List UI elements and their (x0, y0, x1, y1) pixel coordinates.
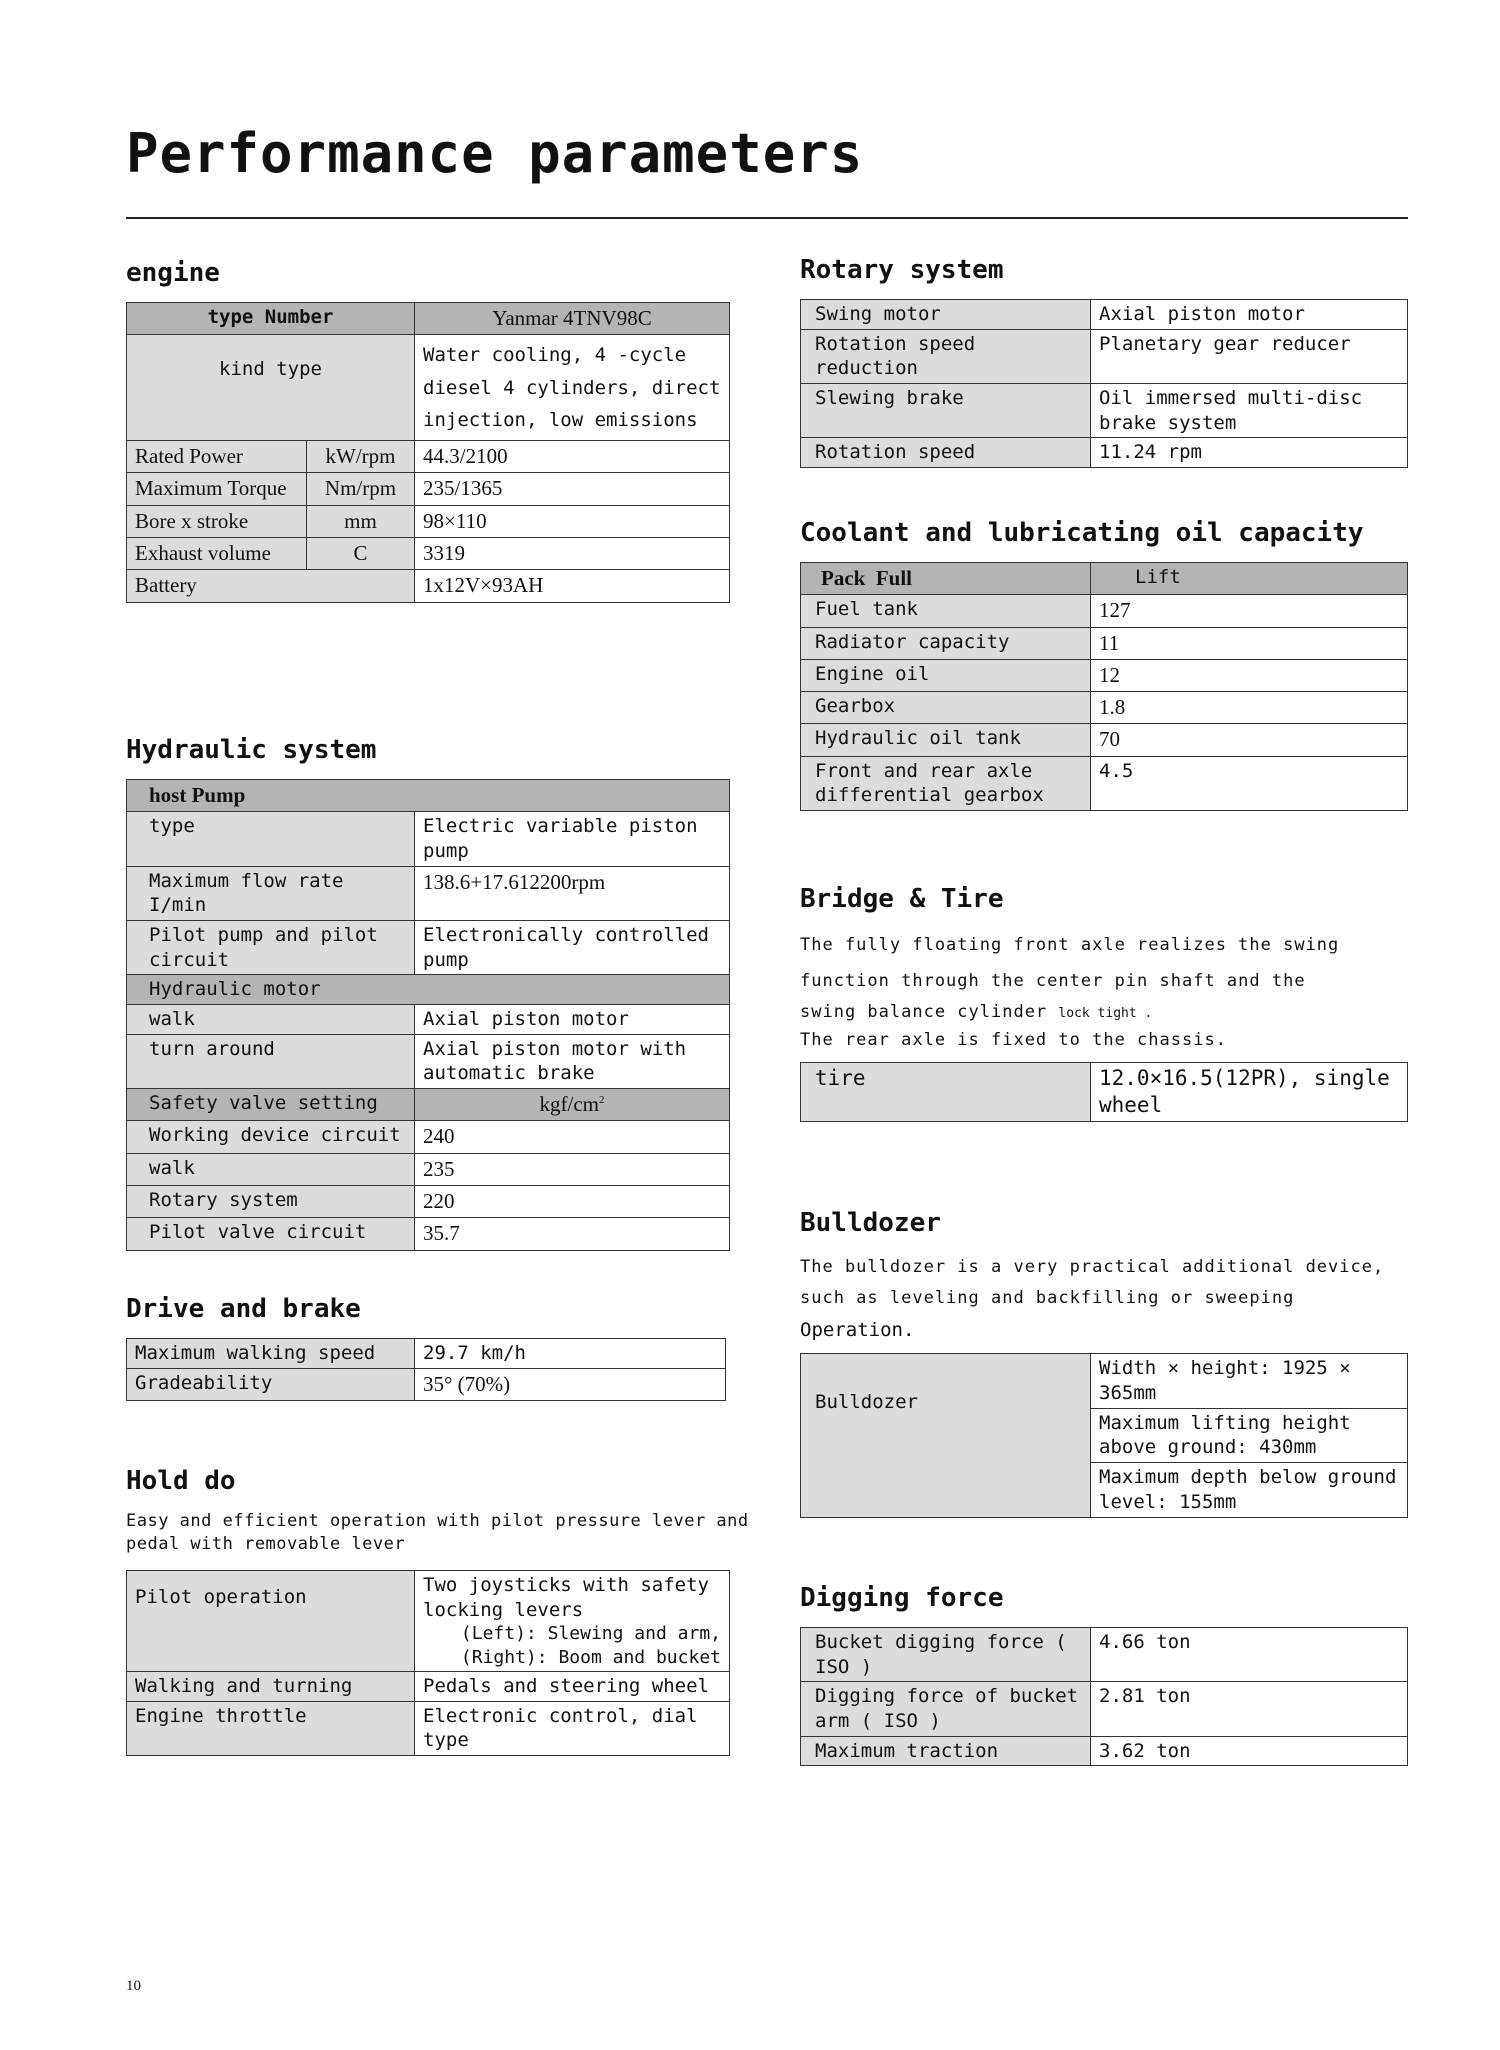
pump-row-value: Electronically controlled pump (415, 921, 730, 975)
digging-section (800, 1583, 1408, 1766)
drive-section (126, 1294, 730, 1401)
hold-section (126, 1466, 749, 1756)
engine-row-value: 98×110 (415, 505, 730, 537)
rotary-row-label: Rotation speed (801, 438, 1091, 468)
table-row (127, 1672, 730, 1702)
table-row (801, 1062, 1408, 1122)
engine-row-label: Maximum Torque (127, 473, 307, 505)
coolant-section (800, 518, 1408, 811)
pilot-note: (Left): Slewing and arm, (Right): Boom and bucket (460, 1623, 721, 1668)
engine-section (126, 258, 730, 603)
engine-row-unit: C (307, 538, 415, 570)
coolant-header-value: Lift (1091, 563, 1408, 595)
bulldozer-section (800, 1208, 1408, 1518)
drive-row-value: 35° (70%) (415, 1368, 726, 1400)
table-row (127, 505, 730, 537)
valve-row-value: 240 (415, 1121, 730, 1153)
engine-battery-label: Battery (127, 570, 415, 602)
hold-table (126, 1570, 730, 1756)
bulldozer-value: Width × height: 1925 × 365mm (1091, 1354, 1408, 1408)
digging-row-label: Bucket digging force ( ISO ) (801, 1628, 1091, 1682)
pilot-cell (415, 1570, 730, 1671)
coolant-row-label: Front and rear axle differential gearbox (801, 756, 1091, 810)
table-row (127, 1701, 730, 1755)
pilot-value: Two joysticks with safety locking levers (423, 1573, 709, 1621)
hold-row-label: Walking and turning (127, 1672, 415, 1702)
bridge-line-3-small: lock tight . (1058, 1006, 1153, 1022)
table-row (127, 975, 730, 1005)
bulldozer-label: Bulldozer (801, 1354, 1091, 1517)
coolant-row-value: 11 (1091, 627, 1408, 659)
coolant-row-label: Hydraulic oil tank (801, 724, 1091, 756)
bridge-title: Bridge & Tire (800, 884, 1004, 914)
table-row (801, 300, 1408, 330)
pilot-label: Pilot operation (127, 1570, 415, 1671)
engine-row-label: Exhaust volume (127, 538, 307, 570)
bulldozer-description (800, 1252, 1408, 1347)
engine-header-value: Yanmar 4TNV98C (415, 303, 730, 335)
valve-unit-text: kgf/cm (539, 1092, 599, 1117)
bulldozer-description-main: The bulldozer is a very practical additional device, such as leveling and backfilling or sweeping (800, 1257, 1385, 1308)
table-row (127, 570, 730, 602)
coolant-row-value: 12 (1091, 659, 1408, 691)
table-row (127, 1339, 726, 1369)
engine-row-label: Bore x stroke (127, 505, 307, 537)
digging-title: Digging force (800, 1583, 1004, 1613)
table-row (801, 756, 1408, 810)
rotary-row-label: Slewing brake (801, 384, 1091, 438)
engine-title: engine (126, 258, 220, 288)
bridge-line: function through the center pin shaft and the (800, 970, 1306, 991)
tire-label: tire (801, 1062, 1091, 1122)
table-row (801, 1682, 1408, 1736)
bridge-section (800, 884, 1408, 1122)
motor-row-label: turn around (127, 1034, 415, 1088)
engine-row-unit: mm (307, 505, 415, 537)
pump-row-value: 138.6+17.612200rpm (415, 866, 730, 920)
table-row (127, 441, 730, 473)
bulldozer-title: Bulldozer (800, 1208, 941, 1238)
pump-row-value: Electric variable piston pump (415, 812, 730, 866)
digging-row-label: Digging force of bucket arm ( ISO ) (801, 1682, 1091, 1736)
table-row (127, 1089, 730, 1121)
engine-battery-value: 1x12V×93AH (415, 570, 730, 602)
table-row (127, 1034, 730, 1088)
table-row (127, 1368, 726, 1400)
table-row (801, 595, 1408, 627)
table-row (127, 303, 730, 335)
coolant-table (800, 562, 1408, 811)
valve-unit-sup: 2 (598, 1094, 605, 1107)
tire-table (800, 1062, 1408, 1123)
bridge-line-3-text: swing balance cylinder (800, 1002, 1048, 1023)
bulldozer-description-tail: Operation. (800, 1319, 915, 1342)
coolant-row-value: 4.5 (1091, 756, 1408, 810)
motor-row-value: Axial piston motor with automatic brake (415, 1034, 730, 1088)
hold-row-value: Pedals and steering wheel (415, 1672, 730, 1702)
rotary-section (800, 255, 1408, 468)
pump-row-label: Pilot pump and pilot circuit (127, 921, 415, 975)
motor-header: Hydraulic motor (127, 975, 730, 1005)
table-row (127, 538, 730, 570)
table-row (801, 692, 1408, 724)
table-row (127, 780, 730, 812)
coolant-row-value: 1.8 (1091, 692, 1408, 724)
hydraulic-table (126, 779, 730, 1251)
coolant-row-value: 127 (1091, 595, 1408, 627)
valve-row-value: 220 (415, 1186, 730, 1218)
engine-row-value: 3319 (415, 538, 730, 570)
rotary-row-value: Axial piston motor (1091, 300, 1408, 330)
pump-row-label: Maximum flow rate I/min (127, 866, 415, 920)
valve-row-value: 35.7 (415, 1218, 730, 1250)
bulldozer-value: Maximum depth below ground level: 155mm (1091, 1463, 1408, 1517)
bridge-line-3 (800, 999, 1408, 1026)
rotary-row-label: Swing motor (801, 300, 1091, 330)
valve-row-label: Working device circuit (127, 1121, 415, 1153)
table-row (801, 438, 1408, 468)
drive-row-label: Maximum walking speed (127, 1339, 415, 1369)
table-row (127, 1153, 730, 1185)
digging-table (800, 1627, 1408, 1766)
table-row (801, 724, 1408, 756)
coolant-header-label: Pack Full (801, 563, 1091, 595)
coolant-row-label: Radiator capacity (801, 627, 1091, 659)
hydraulic-title: Hydraulic system (126, 735, 377, 765)
bridge-line: The fully floating front axle realizes the swing (800, 935, 1340, 955)
engine-row-value: 235/1365 (415, 473, 730, 505)
table-row (801, 1354, 1408, 1408)
page-number: 10 (126, 1978, 141, 1994)
engine-kind-label: kind type (127, 335, 415, 441)
title-divider (126, 217, 1408, 219)
table-row (127, 1186, 730, 1218)
table-row (801, 384, 1408, 438)
motor-row-label: walk (127, 1005, 415, 1035)
bridge-description (800, 928, 1408, 1054)
digging-row-label: Maximum traction (801, 1736, 1091, 1766)
tire-value: 12.0×16.5(12PR), single wheel (1091, 1062, 1408, 1122)
hold-description: Easy and efficient operation with pilot pressure lever and pedal with removable lever (126, 1511, 749, 1554)
valve-unit (415, 1089, 730, 1121)
hold-row-label: Engine throttle (127, 1701, 415, 1755)
rotary-row-value: 11.24 rpm (1091, 438, 1408, 468)
engine-row-unit: Nm/rpm (307, 473, 415, 505)
table-row (801, 563, 1408, 595)
hold-row-value: Electronic control, dial type (415, 1701, 730, 1755)
table-row (127, 1218, 730, 1250)
table-row (127, 473, 730, 505)
hold-title: Hold do (126, 1466, 236, 1496)
page-title: Performance parameters (126, 122, 864, 185)
engine-row-unit: kW/rpm (307, 441, 415, 473)
table-row (801, 329, 1408, 383)
hydraulic-section (126, 735, 730, 1251)
valve-header: Safety valve setting (127, 1089, 415, 1121)
coolant-title: Coolant and lubricating oil capacity (800, 518, 1364, 548)
table-row (127, 812, 730, 866)
rotary-row-label: Rotation speed reduction (801, 329, 1091, 383)
table-row (127, 1005, 730, 1035)
table-row (127, 1121, 730, 1153)
drive-row-value: 29.7 km/h (415, 1339, 726, 1369)
table-row (801, 659, 1408, 691)
drive-table (126, 1338, 726, 1401)
digging-row-value: 2.81 ton (1091, 1682, 1408, 1736)
bulldozer-value: Maximum lifting height above ground: 430mm (1091, 1408, 1408, 1462)
engine-table (126, 302, 730, 603)
engine-row-label: Rated Power (127, 441, 307, 473)
coolant-row-value: 70 (1091, 724, 1408, 756)
rotary-row-value: Planetary gear reducer (1091, 329, 1408, 383)
table-row (127, 335, 730, 441)
table-row (127, 1570, 730, 1671)
valve-row-label: Rotary system (127, 1186, 415, 1218)
bulldozer-table (800, 1353, 1408, 1517)
drive-title: Drive and brake (126, 1294, 361, 1324)
table-row (801, 627, 1408, 659)
coolant-row-label: Fuel tank (801, 595, 1091, 627)
pump-header: host Pump (127, 780, 730, 812)
motor-row-value: Axial piston motor (415, 1005, 730, 1035)
table-row (801, 1736, 1408, 1766)
table-row (127, 866, 730, 920)
table-row (127, 921, 730, 975)
rotary-row-value: Oil immersed multi-disc brake system (1091, 384, 1408, 438)
digging-row-value: 3.62 ton (1091, 1736, 1408, 1766)
pump-row-label: type (127, 812, 415, 866)
coolant-row-label: Gearbox (801, 692, 1091, 724)
valve-row-value: 235 (415, 1153, 730, 1185)
valve-row-label: Pilot valve circuit (127, 1218, 415, 1250)
valve-row-label: walk (127, 1153, 415, 1185)
bridge-line: The rear axle is fixed to the chassis. (800, 1029, 1227, 1050)
rotary-title: Rotary system (800, 255, 1004, 285)
engine-header-label: type Number (127, 303, 415, 335)
drive-row-label: Gradeability (127, 1368, 415, 1400)
table-row (801, 1628, 1408, 1682)
digging-row-value: 4.66 ton (1091, 1628, 1408, 1682)
rotary-table (800, 299, 1408, 468)
coolant-row-label: Engine oil (801, 659, 1091, 691)
engine-row-value: 44.3/2100 (415, 441, 730, 473)
engine-kind-value: Water cooling, 4 -cycle diesel 4 cylinders, direct injection, low emissions (415, 335, 730, 441)
